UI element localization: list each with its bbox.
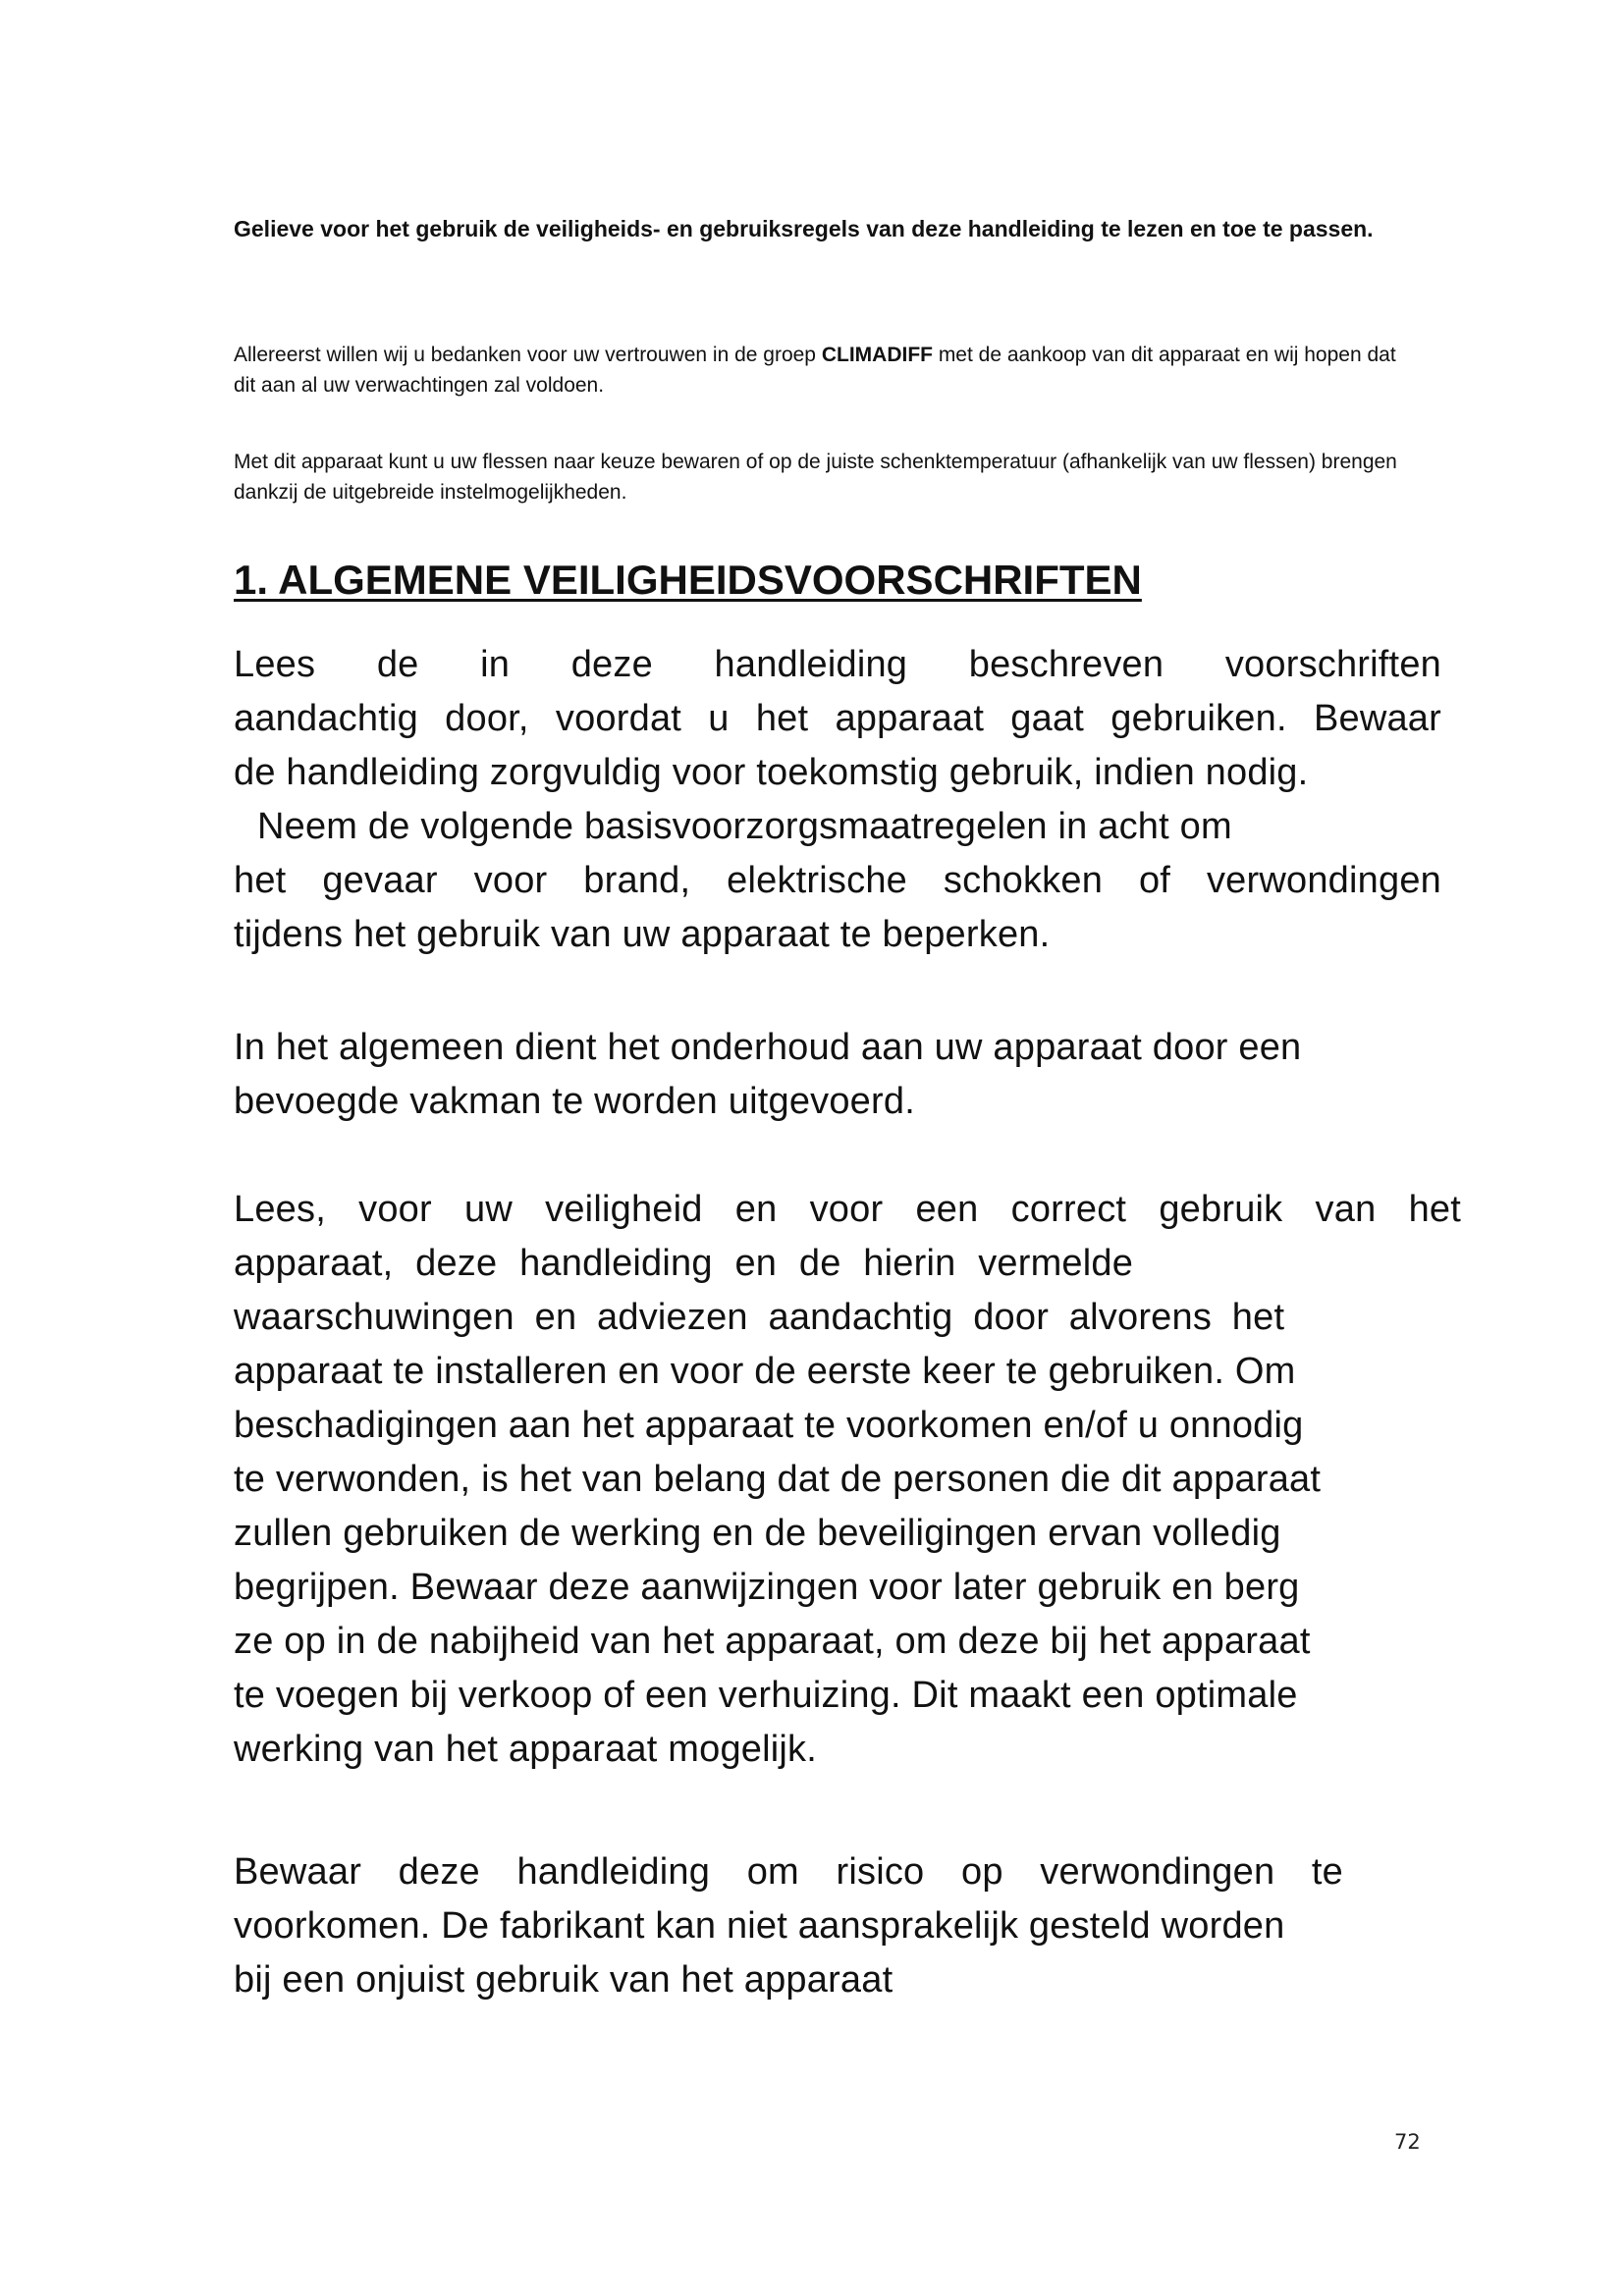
paragraph-line: Lees, voor uw veiligheid en voor een correct gebruik van het bbox=[234, 1189, 1461, 1230]
paragraph-line: de handleiding zorgvuldig voor toekomstig gebruik, indien nodig. bbox=[234, 752, 1309, 793]
paragraph-line: het gevaar voor brand, elektrische schokken of verwondingen bbox=[234, 860, 1441, 901]
maintenance-paragraph bbox=[234, 1021, 1441, 1129]
paragraph-line: voorkomen. De fabrikant kan niet aansprakelijk gesteld worden bbox=[234, 1905, 1285, 1947]
paragraph-line: Bewaar deze handleiding om risico op verwondingen te bbox=[234, 1851, 1343, 1893]
paragraph-line: te voegen bij verkoop of een verhuizing. Dit maakt een optimale bbox=[234, 1675, 1298, 1716]
paragraph-line: waarschuwingen en adviezen aandachtig door alvorens het bbox=[234, 1297, 1285, 1338]
paragraph-line: apparaat, deze handleiding en de hierin vermelde bbox=[234, 1243, 1134, 1284]
page-number: 72 bbox=[1394, 2130, 1421, 2154]
read-instructions-paragraph bbox=[234, 638, 1441, 962]
paragraph-line: Neem de volgende basisvoorzorgsmaatregelen in acht om bbox=[257, 806, 1232, 847]
paragraph-line: zullen gebruiken de werking en de beveiligingen ervan volledig bbox=[234, 1513, 1281, 1554]
paragraph-line: In het algemeen dient het onderhoud aan uw apparaat door een bbox=[234, 1027, 1302, 1068]
paragraph-line: tijdens het gebruik van uw apparaat te beperken. bbox=[234, 914, 1051, 955]
safety-usage-paragraph bbox=[234, 1183, 1461, 1777]
paragraph-line: beschadigingen aan het apparaat te voorkomen en/of u onnodig bbox=[234, 1405, 1304, 1446]
paragraph-line: apparaat te installeren en voor de eerste keer te gebruiken. Om bbox=[234, 1351, 1296, 1392]
paragraph-line: bevoegde vakman te worden uitgevoerd. bbox=[234, 1081, 915, 1122]
usage-notice: Gelieve voor het gebruik de veiligheids- en gebruiksregels van deze handleiding te lezen en toe te passen. bbox=[234, 216, 1374, 241]
paragraph-line: aandachtig door, voordat u het apparaat gaat gebruiken. Bewaar bbox=[234, 698, 1441, 739]
thanks-text-after: met de aankoop van dit apparaat en wij hopen dat dit aan al uw verwachtingen zal voldoen. bbox=[234, 344, 1396, 397]
paragraph-line: werking van het apparaat mogelijk. bbox=[234, 1729, 818, 1770]
thanks-text-before: Allereerst willen wij u bedanken voor uw vertrouwen in de groep bbox=[234, 344, 822, 366]
paragraph-line: te verwonden, is het van belang dat de personen die dit apparaat bbox=[234, 1459, 1322, 1500]
brand-name: CLIMADIFF bbox=[821, 344, 933, 366]
paragraph-line: Lees de in deze handleiding beschreven voorschriften bbox=[234, 644, 1441, 685]
section-title: 1. ALGEMENE VEILIGHEIDSVOORSCHRIFTEN bbox=[234, 557, 1142, 603]
thanks-paragraph bbox=[234, 340, 1412, 400]
paragraph-line: ze op in de nabijheid van het apparaat, om deze bij het apparaat bbox=[234, 1621, 1311, 1662]
keep-manual-paragraph bbox=[234, 1845, 1343, 2007]
features-paragraph: Met dit apparaat kunt u uw flessen naar keuze bewaren of op de juiste schenktemperatuur (afhankelijk van uw flessen) brengen dankzij de uitgebreide instelmogelijkheden. bbox=[234, 451, 1397, 504]
paragraph-line: bij een onjuist gebruik van het apparaat bbox=[234, 1959, 893, 2001]
paragraph-line: begrijpen. Bewaar deze aanwijzingen voor later gebruik en berg bbox=[234, 1567, 1300, 1608]
